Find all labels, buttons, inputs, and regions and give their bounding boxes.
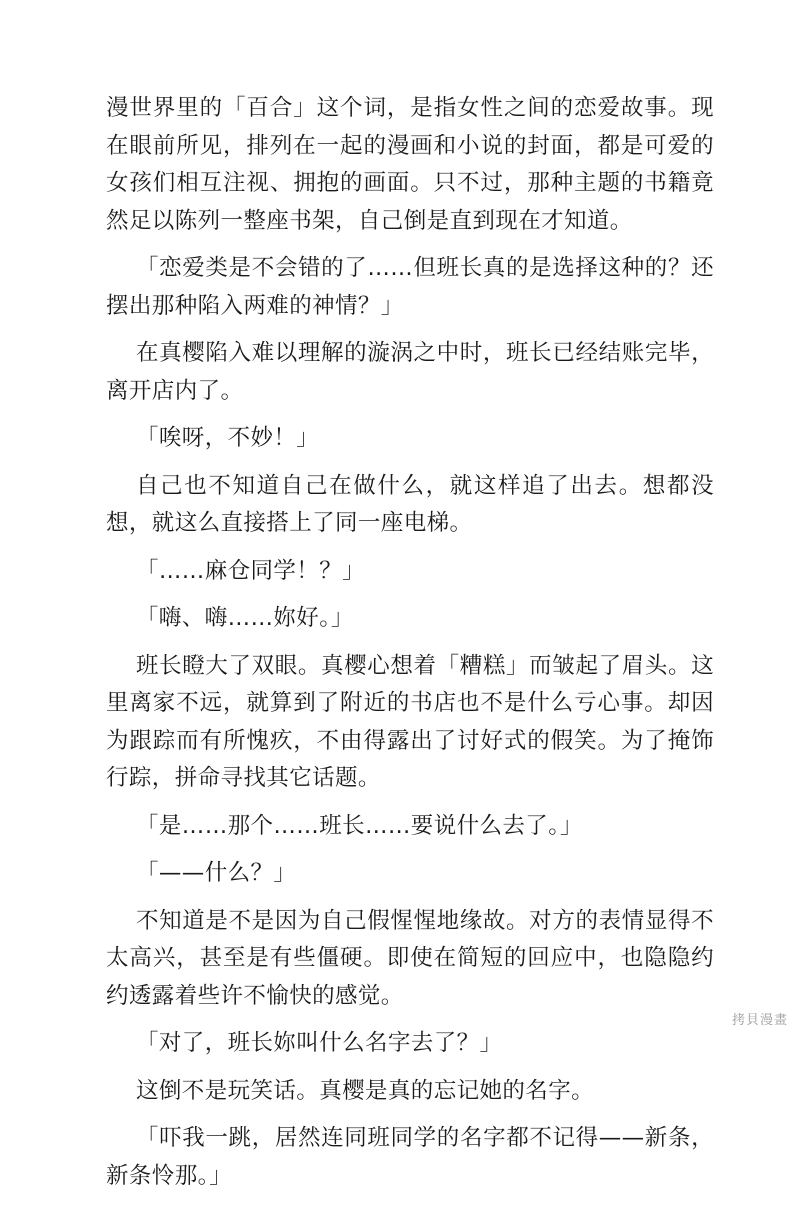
paragraph: 「……麻仓同学！？」 bbox=[136, 557, 366, 584]
paragraph: 自己也不知道自己在做什么，就这样追了出去。想都没想，就这么直接搭上了同一座电梯。 bbox=[106, 472, 714, 536]
paragraph: 漫世界里的「百合」这个词，是指女性之间的恋爱故事。现在眼前所见，排列在一起的漫画和小说的封面，都是可爱的女孩们相互注视、拥抱的画面。只不过，那种主题的书籍竟然足以陈列一整座书架，自己倒是直到现在才知道。 bbox=[106, 95, 714, 234]
paragraph: 班长瞪大了双眼。真樱心想着「糟糕」而皱起了眉头。这里离家不远，就算到了附近的书店也不是什么亏心事。却因为跟踪而有所愧疚，不由得露出了讨好式的假笑。为了掩饰行踪，拼命寻找其它话题。 bbox=[106, 652, 714, 791]
paragraph: 「吓我一跳，居然连同班同学的名字都不记得——新条，新条怜那。」 bbox=[106, 1125, 714, 1189]
paragraph: 「对了，班长妳叫什么名字去了？」 bbox=[136, 1030, 503, 1056]
paragraph: 「唉呀，不妙！」 bbox=[136, 425, 320, 451]
paragraph: 「是……那个……班长……要说什么去了。」 bbox=[136, 812, 583, 839]
body-text bbox=[106, 90, 714, 1205]
paragraph: 这倒不是玩笑话。真樱是真的忘记她的名字。 bbox=[136, 1077, 595, 1104]
paragraph: 「嗨、嗨……妳好。」 bbox=[136, 605, 354, 631]
watermark: 拷貝漫畫 bbox=[731, 1013, 788, 1028]
paragraph: 「恋爱类是不会错的了……但班长真的是选择这种的？还摆出那种陷入两难的神情？」 bbox=[106, 255, 714, 319]
paragraph: 在真樱陷入难以理解的漩涡之中时，班长已经结账完毕，离开店内了。 bbox=[106, 340, 714, 404]
paragraph: 「——什么？」 bbox=[136, 860, 297, 886]
paragraph: 不知道是不是因为自己假惺惺地缘故。对方的表情显得不太高兴，甚至是有些僵硬。即使在简短的回应中，也隐隐约约透露着些许不愉快的感觉。 bbox=[106, 907, 714, 1009]
